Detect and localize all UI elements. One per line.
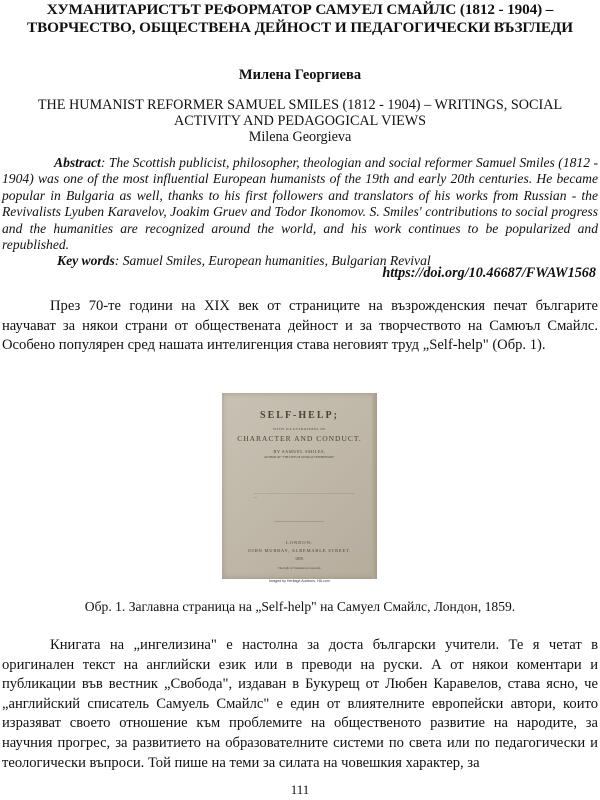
abstract-text: : The Scottish publicist, philosopher, theologian and social reformer Samuel Smiles (1812 - 1904) was one of the most influential European humanists of the 19th and early 20th centuries. He became popular in Bulgaria as well, thanks to his first followers and translators of his works from Russian - the Revivalists Lyuben Karavelov, Joakim Gruev and Todor Ikonomov. S. Smiles' contributions to social progress and the humanities are recognized around the world, and his work continues to be popularized and republished. <box>2 155 598 253</box>
image-credit: Imaged by Heritage Auctions, HA.com <box>269 579 330 583</box>
keywords-text: : Samuel Smiles, European humanities, Bulgarian Revival <box>114 253 431 268</box>
paragraph-1-text: През 70-те години на XIX век от страниците на възрожденския печат българите научават за някои страни от обществената дейност и за творчеството на Самюъл Смайлс. Особено популярен сред нашата интелигенция става неговият труд „Self-help" (Обр. 1). <box>2 298 598 354</box>
paper-title-english-block <box>8 97 592 145</box>
book-subtitle: WITH ILLUSTRATIONS OF <box>273 427 326 431</box>
book-epigraph: — — — — — — — — — — — — — — — — — — — — — — — — — — — — <box>254 491 355 499</box>
paper-title-bulgarian: ХУМАНИТАРИСТЪТ РЕФОРМАТОР САМУЕЛ СМАЙЛС (1812 - 1904) – ТВОРЧЕСТВО, ОБЩЕСТВЕНА ДЕЙНОСТ И ПЕДАГОГИЧЕСКИ ВЪЗГЛЕДИ <box>27 1 573 36</box>
book-title-page-image <box>222 393 377 579</box>
figure-caption: Обр. 1. Заглавна страница на „Self-help" на Самуел Смайлс, Лондон, 1859. <box>84 599 516 614</box>
book-author: BY SAMUEL SMILES, <box>273 449 326 454</box>
paper-title-english: THE HUMANIST REFORMER SAMUEL SMILES (1812 - 1904) – WRITINGS, SOCIAL ACTIVITY AND PEDAGOGICAL VIEWS <box>37 97 563 129</box>
body-paragraph-2 <box>2 636 598 773</box>
book-rights: The right of Translation is reserved. <box>278 566 321 570</box>
paragraph-2-text: Книгата на „ингелизина" е настолна за доста български учители. Те я четат в оригинален текст на английски език или в преводи на руски. А от някои коментари и публикации във вестник „Свобода", издаван в Букурещ от Любен Каравелов, става ясно, че „английский списатель Самуель Смайлс" е един от влиятелните европейски автори, които изразяват своето отношение към проблемите на общественото развитие на народите, за научния прогрес, за развитието на образователните системи по света или по педагогически и теологически въпроси. Той пише на теми за силата на човешкия характер, за <box>2 637 598 771</box>
book-author-note: AUTHOR OF "THE LIFE OF GEORGE STEPHENSON." <box>263 455 336 459</box>
page-number: 111 <box>290 782 310 797</box>
author-name-bulgarian: Милена Георгиева <box>238 67 362 83</box>
author-name-english: Milena Georgieva <box>248 129 352 145</box>
book-subtitle-2: CHARACTER AND CONDUCT. <box>237 434 362 443</box>
book-year: 1859. <box>295 556 304 561</box>
figure-1 <box>222 393 380 585</box>
abstract <box>2 155 598 253</box>
body-paragraph-1 <box>2 297 598 356</box>
book-city: LONDON: <box>285 540 314 545</box>
keywords-label: Key words <box>57 253 115 268</box>
book-rule <box>274 521 324 522</box>
doi-link[interactable]: https://doi.org/10.46687/FWAW1568 <box>382 265 596 281</box>
abstract-label: Abstract <box>54 155 101 170</box>
book-title: SELF-HELP; <box>260 410 339 421</box>
book-publisher: JOHN MURRAY, ALBEMARLE STREET. <box>247 548 352 553</box>
